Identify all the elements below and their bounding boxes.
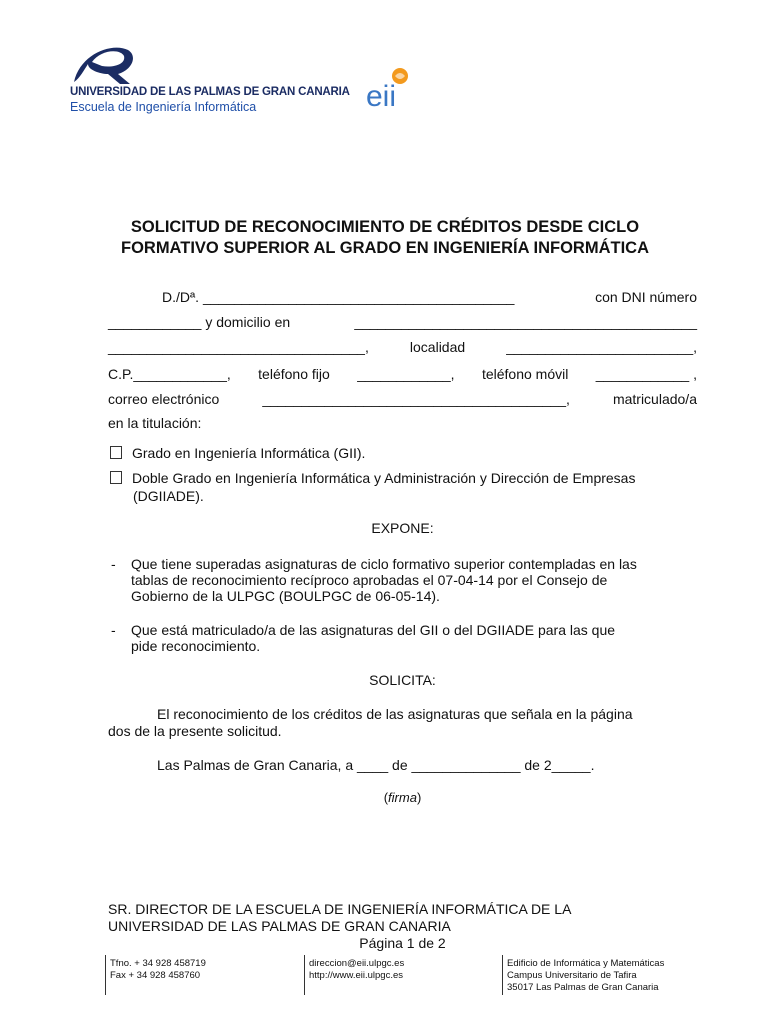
university-name: UNIVERSIDAD DE LAS PALMAS DE GRAN CANARIA xyxy=(70,86,350,98)
footer-email[interactable]: direccion@eii.ulpgc.es xyxy=(309,958,405,969)
expone-item1-dash: - xyxy=(111,556,116,572)
footer-postal: 35017 Las Palmas de Gran Canaria xyxy=(507,982,659,993)
form-line-email xyxy=(108,391,697,407)
form-line-address xyxy=(108,314,697,330)
locality-label: localidad xyxy=(409,339,466,355)
expone-item-2 xyxy=(131,622,697,654)
solicita-body-line2: dos de la presente solicitud. xyxy=(108,723,282,739)
email-label: correo electrónico xyxy=(108,391,220,407)
title-line-1: SOLICITUD DE RECONOCIMIENTO DE CRÉDITOS DESDE CICLO xyxy=(130,218,640,236)
footer-building: Edificio de Informática y Matemáticas xyxy=(507,958,665,969)
form-line-name xyxy=(162,289,697,305)
addressee-line2: UNIVERSIDAD DE LAS PALMAS DE GRAN CANARIA xyxy=(108,918,451,934)
locality-field[interactable]: ________________________, xyxy=(506,339,697,355)
checkbox-gii[interactable] xyxy=(110,446,122,459)
document-title xyxy=(70,217,700,259)
footer-contact xyxy=(110,958,206,982)
mobile-field[interactable]: ____________ , xyxy=(595,366,697,382)
dni-label: con DNI número xyxy=(595,289,697,305)
date-line[interactable]: Las Palmas de Gran Canaria, a ____ de ______________ de 2_____. xyxy=(157,757,595,773)
option-gii[interactable] xyxy=(110,445,365,461)
expone-item2-line2: pide reconocimiento. xyxy=(131,638,261,654)
checkbox-dgiiade[interactable] xyxy=(110,471,122,484)
signature-label xyxy=(108,790,697,805)
landline-label: teléfono fijo xyxy=(258,366,330,382)
page-number: Página 1 de 2 xyxy=(359,935,446,951)
option-dgiiade-label: Doble Grado en Ingeniería Informática y Administración y Dirección de Empresas xyxy=(132,470,636,486)
title-line-2: FORMATIVO SUPERIOR AL GRADO EN INGENIERÍA INFORMÁTICA xyxy=(120,239,649,257)
expone-item2-dash: - xyxy=(111,622,116,638)
address-field[interactable]: ____________________________________________ xyxy=(354,314,697,330)
footer-divider-3 xyxy=(502,955,503,995)
postal-code-field[interactable]: C.P.____________, xyxy=(108,366,231,382)
eii-logo-text: eii xyxy=(366,80,397,110)
addressee-line1: SR. DIRECTOR DE LA ESCUELA DE INGENIERÍA INFORMÁTICA DE LA xyxy=(108,901,572,917)
email-field[interactable]: _______________________________________, xyxy=(262,391,570,407)
expone-item1-line2: tablas de reconocimiento recíproco aprobadas el 07-04-14 por el Consejo de xyxy=(131,572,608,588)
footer-web[interactable]: http://www.eii.ulpgc.es xyxy=(309,970,403,981)
mobile-label: teléfono móvil xyxy=(481,366,569,382)
solicita-heading: SOLICITA: xyxy=(369,672,436,688)
signature-word: firma xyxy=(388,790,417,805)
form-line-locality xyxy=(108,339,697,355)
form-line-phone xyxy=(108,366,697,382)
option-dgiiade-label-cont: (DGIIADE). xyxy=(133,488,204,504)
eii-logo xyxy=(362,64,432,110)
footer-phone: Tfno. + 34 928 458719 xyxy=(110,958,206,969)
name-field[interactable]: D./Dª. ________________________________________ xyxy=(162,289,515,305)
dni-field[interactable]: ____________ y domicilio en xyxy=(108,314,291,330)
address-field-cont[interactable]: _________________________________, xyxy=(108,339,369,355)
landline-field[interactable]: ____________, xyxy=(357,366,455,382)
signature-close-paren: ) xyxy=(416,790,422,805)
school-name: Escuela de Ingeniería Informática xyxy=(70,100,257,114)
expone-item1-line3: Gobierno de la ULPGC (BOULPGC de 06-05-14). xyxy=(131,588,440,604)
enrolled-label: matriculado/a xyxy=(612,391,697,407)
degree-label: en la titulación: xyxy=(108,415,202,431)
expone-item1-line1: Que tiene superadas asignaturas de ciclo formativo superior contempladas en las xyxy=(131,556,637,572)
option-dgiiade[interactable] xyxy=(110,470,635,486)
footer-divider-1 xyxy=(105,955,106,995)
footer-online xyxy=(309,958,404,982)
footer-address xyxy=(507,958,664,994)
expone-item2-line1: Que está matriculado/a de las asignaturas del GII o del DGIIADE para las que xyxy=(131,622,616,638)
footer-campus: Campus Universitario de Tafira xyxy=(507,970,637,981)
expone-item-1 xyxy=(131,556,697,604)
signature-open-paren: ( xyxy=(383,790,389,805)
solicita-body-line1: El reconocimiento de los créditos de las asignaturas que señala en la página xyxy=(157,706,633,722)
footer-fax: Fax + 34 928 458760 xyxy=(110,970,201,981)
expone-heading: EXPONE: xyxy=(371,520,434,536)
option-gii-label: Grado en Ingeniería Informática (GII). xyxy=(132,445,366,461)
footer-divider-2 xyxy=(304,955,305,995)
